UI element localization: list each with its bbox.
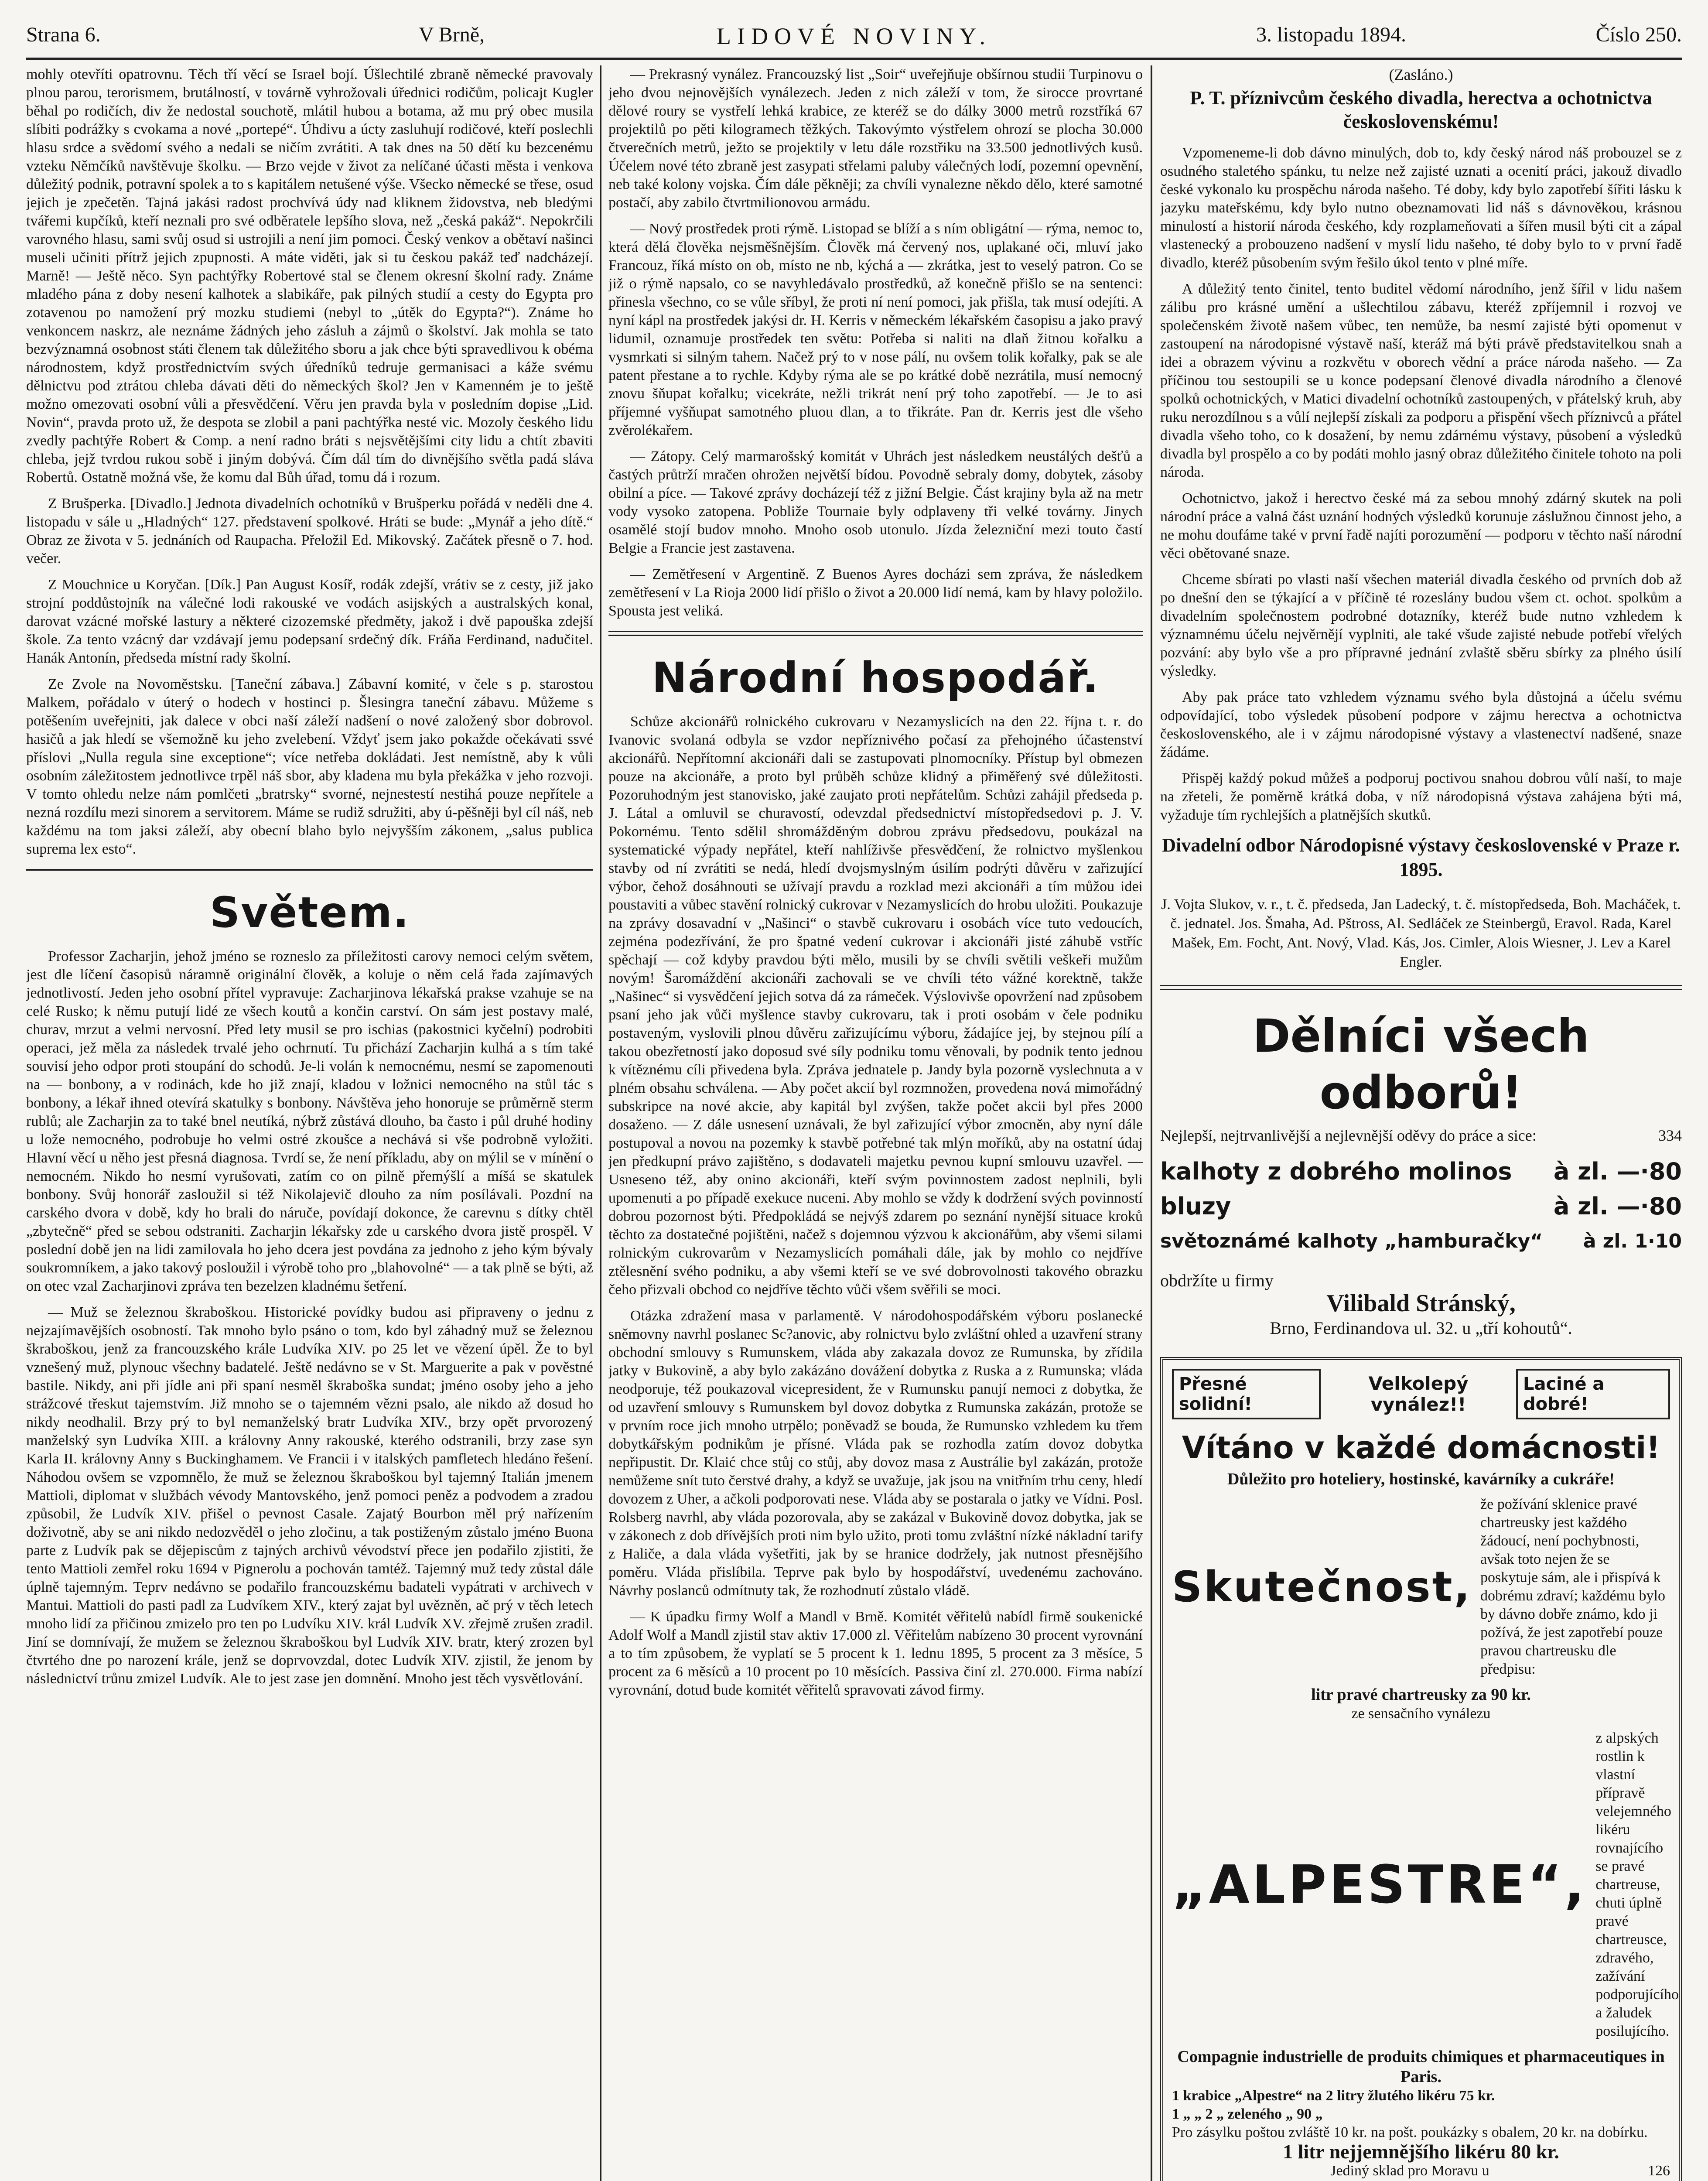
ad-sole: Jediný sklad pro Moravu u 126 [1172,2162,1670,2180]
price-row [1160,1154,1682,1189]
article-floods: — Zátopy. Celý marmarošský komitát v Uhrách jest následkem neustálých dešťů a častých průtrží mračen ohrožen největší bídou. Povodně sebraly domy, dobytek, zásoby obilní a píce. — Takové zprávy docházejí též z jižní Belgie. Část krajiny byla až na metr vody vysoko zatopena. Pobliže Tournaie byly odplaveny tři velké továrny. Jinych osamělé stojí budov mnoho. Mnoho osob utonulo. Jízda železniční mezi touto častí Belgie a Francie jest zastavena. [608,448,1143,556]
appeal-text: Vzpomeneme-li dob dávno minulých, dob to, kdy český národ náš probouzel se z osudného staletého spánku, tu nelze než zajisté uznati a ocenití práci, jakouž divadlo české vykonalo ku prospěchu národa našeho. Té doby, kdy bylo zapotřebí šířiti lásku k jazyku mateřskému, kdy bylo nutno obeznamovati lid náš s dávnověkou, krásnou minulostí a historií národa českého, kdy rozplameňovati a šířen musil býti cit a zápal vlastenecký a probouzeno nadšení v myslí lidu našeho, té doby bylo to v první řadě divadlo, kteréž působením svým řešilo úkol tento v plné míře. [1160,145,1682,271]
exhibition-committee: Divadelní odbor Národopisné výstavy československé v Praze r. 1895. [1162,834,1680,880]
ad-mail: Pro zásylku poštou zvláště 10 kr. na pošt. poukázky s obalem, 20 kr. na dobírku. [1172,2124,1648,2140]
price-row [1160,1189,1682,1224]
ad-alpestre [1160,1357,1682,2181]
column-middle [608,65,1143,2181]
article-meat-prices: Otázka zdražení masa v parlamentě. V národohospodářském výboru poslanecké sněmovny navrhl poslanec Sc?anovic, aby rolnictvu bylo zvláštní ohled a uzavření strany obchodní smlouvy s Rumunskem, vláda aby zakazala dovoz ze Rumunska, by zřídila jatky v Bukovině, a aby bylo zakázáno dovážení dobytka z Ruska a z Rumunska; vláda neodporuje, též poukazoval vicepresident, že v Rumunsku panují nemoci z dobytka, že od uzavření smlouvy s Rumunskem byl dovoz dobytka z Rumunska zakázán, protože se v prvním roce jich mnoho utrpělo; poněvadž se bouda, že Rumunsko vzhledem ku třem dobytkářským podnikům je přísné. Vláda pak se rozhodla zatím dovoz dobytka nepřipustit. Dr. Klaić chce stůj co stůj, aby dovoz masa z Austrálie byl zakázán, protože nemůžeme snít tuto čerstvé drahy, a když se uvažuje, jak jsou na vnitřním trhu ceny, hledí dovozem z Uher, a ačkoli podporovati nese. Vláda aby se postarala o jatky ve Vídni. Posl. Rolsberg navrhl, aby vláda pozorovala, aby se zakázal v Bukovině dovoz dobytka, jak se v zákonech z dob dřívějších proti nim bylo užito, proti tomu zvláštní nízké nákladní tarify z Haliče, a dala vláda vyšetřiti, jak by se hranice dodržely, jak nutnost přesnějšího poměru. Vláda přislíbila. Teprve pak bylo by hospodářství, uvedenému zachováno. Návrhy poslanců odmítnuty tak, že rozhodnutí zůstalo vládě. [608,1308,1143,1599]
ad-price-2: 1 „ „ 2 „ zeleného „ 90 „ [1172,2106,1323,2122]
item-name: kalhoty z dobrého molinos [1160,1158,1512,1185]
section-divider [26,869,593,871]
newspaper-title: LIDOVÉ NOVINY. [717,23,991,49]
firm-name: Vilibald Stránský, [1326,1290,1516,1317]
zaslano-label: (Zasláno.) [1389,66,1453,83]
price-row [1160,1224,1682,1259]
ad-important: Důležito pro hoteliery, hostinské, kavárníky a cukráře! [1227,1470,1615,1488]
ad-headline: Dělníci všech odborů! [1253,1009,1589,1119]
appeal-text: Aby pak práce tato vzhledem významu svého byla důstojná a účelu svému odpovídající, tobo výsledek působení podpore v zájmu herectva a ochotnictva československého, ale i v zájmu národopisné výstavy a vlastenectví nadšené, snaze žádáme. [1160,689,1682,760]
brand-word: Skutečnost, [1172,1562,1472,1611]
ad-tags [1172,1369,1670,1419]
section-title-svetem: Světem. [209,888,410,937]
place-of-publication: V Brně, [419,23,485,46]
column-right [1160,65,1682,2181]
ad-with: ze sensačního vynálezu [1351,1706,1491,1722]
article-invention: — Prekrasný vynález. Francouzský list „Soir“ uveřejňuje obšírnou studii Turpinovu o jeho dvou nejnovějších vynálezech. Jeden z nich záleží v tom, že sirocce provrtané dělové roury se vystřelí lehká krabice, ze kteréž se do dálky 3000 metrů rozstříká 67 projektilů po pěti kilogramech těžkých. Takovýmto výstřelem ohrozí se plocha 30.000 čtverečních metrů, ježto se projektily v letu dále rozstřiku na 33.500 jednotlivých kusů. Účelem nové této zbraně jest zasypati střelami paluby válečných lodí, pozemní opevnění, neb také kolony vojska. Čím dále pěkněji; za chvíli vynalezne někdo dělo, které samotné postačí, aby zabilo čtvrtmilionovou armádu. [608,66,1143,211]
firm-address: Brno, Ferdinandova ul. 32. u „tří kohoutů“. [1270,1318,1572,1338]
tag-left: Přesné solidní! [1172,1369,1321,1419]
item-price: à zl. 1·10 [1583,1230,1682,1252]
article-text: mohly otevříti opatrovnu. Těch tří věcí se Israel bojí. Úšlechtilé zbraně německé pravovaly plnou parou, terorismem, brutálností, v továrně vyhrožovali úřednici rodičům, policajt Kugler běhal po rodičích, div že nedostal souchotě, mlátil hubou a botama, až mu prý obec musila slíbiti podrážky s cvokama a nové „portepé“. Úhdivu a úcty zasluhují rodičové, kteří poslechli hlasu srdce a svědomí svého a nedali se ničím zvrátiti. A tak dnes na 50 dětí ku bezcenému vzteku Němčíků navštěvuje školku. — Brzo vejde v život za nelíčané účasti města i venkova důležitý podnik, potravní spolek a to s kapitálem netušené výše. Všecko německé se třese, osud jejich je zpečetěn. Tajná jakási radost prochvívá údy nad kliknem židovstva, neb bledými tvářemi kupčíků, kteří neznali pro své odběratele lepšího slova, než „česká pakáž“. Nepokrčili varovného hlasu, sami svůj osud si ustrojili a není jim pomoci. Český venkov a obětaví našinci museli učiniti přítrž jejich zpupnosti. A máte viděti, jak si tu českou pakáž teď nadcházejí. Marně! — Ještě něco. Syn pachtýřky Robertové stal se členem okresní školní rady. Známe mladého pána z doby nesení kalhotek a slabikáře, pak pilných studií a cesty do Egypta pro zotavenou po namožení prý mozku studiemi (nebyl to „útěk do Egypta?“). Známe ho venkoncem naskrz, ale neznáme žádných jeho zásluh a zájmů o školství. Jak mohla se tato bezvýznamná osobnost státi členem tak důležitého sboru a jak chce býti spravedlivou k obéma národnostem, když prostřednictvím svých úředníků tedruje germanisaci a káže svému dělnictvu pod ztrátou chleba dávati děti do německých škol? Jen v Kamenném je to ještě možno omezovati osobní vůli a přesvědčení. Věru jen pravda byla v posledním dopise „Lid. Novin“, pravda proto už, že despota se zlobil a pani pachtýřka nesté vic. Mozoly českého lidu zvedly pachtýře Robert & Comp. a není radno bráti s nejsvětějšími city lidu a chtít zbaviti chleba, jejž tvrdou rukou sobě i jiným dobývá. Čím dál tím do divnějšího světla padá sláva Robertů. Ostatně možná vše, že komu dal Bůh úřad, tomu dá i rozum. [26,66,593,485]
item-price: à zl. —·80 [1553,1158,1682,1185]
signatories: J. Vojta Slukov, v. r., t. č. předseda, Jan Ladecký, t. č. místopředseda, Boh. Macháček, t. č. jednatel. Jos. Šmaha, Ad. Pštross, Al. Sedláček ze Steinbergů, Eravol. Rada, Karel Mašek, Em. Focht, Ant. Nový, Vlad. Kás, Jos. Cimler, Alois Wiesner, J. Lev a Karel Engler. [1161,896,1681,970]
ad-ref: 126 [1648,2163,1670,2179]
appeal-text: A důležitý tento činitel, tento buditel vědomí národního, jenž šířil v lidu našem zálibu pro krásné umění a ušlechtilou zábavu, kteréž zpříjemnil i rozvoj ve společenském životě našem vůbec, ten nemůže, ba nesmí zajisté býti opomenut v zastoupení na národopisné výstavě naší, kteráž má býti právě představitelkou snah a idei a obrazem vývinu a rozkvětu v oborech vědní a práce národa našeho. — Za příčinou tou sestoupili se u konce podepsaní členové divadla národního a členové spolků ochotnických, v Matici divadelní ochotníků zastoupených, v přátelský kruh, aby ruku nerozdílnou s a vůlí nejlepší získali za podporu a přispění všech příznivců a přátel divadla všeho toho, co k dosažení, by nemu zdárnému výstavy, působení a výsledků divadla byl prospělo a co by podáti mohlo jasný obraz důležitého činitele tohoto na poli národa. [1160,281,1682,480]
section-title-narodni-hospodar: Národní hospodář. [652,653,1100,702]
tag-right: Laciné a dobré! [1516,1369,1670,1419]
appeal-text: Přispěj každý pokud můžeš a podporuj poctivou snahou dobrou vůlí naší, to maje na zřeteli, že poměrně krátká doba, v níž národopisná výstava zahájena býti má, vyžaduje tím rychlejších a platnějších skutků. [1160,770,1682,823]
section-divider [608,631,1143,636]
article-bankruptcy: — K úpadku firmy Wolf a Mandl v Brně. Komitét věřitelů nabídl firmě soukenické Adolf Wolf a Mandl zjistil stav aktiv 17.000 zl. Věřitelům nabízeno 30 procent vyrovnání a to tím způsobem, že vyplatí se 5 procent k 1. lednu 1895, 5 procent za 3 měsíce, 5 procent za 6 měsíců a 10 procent po 10 měsících. Passiva činí zl. 270.000. Firma nabízí vyrovnání, dotud bude komitét věřitelů spravovati závod firmy. [608,1609,1143,1698]
tag-mid: Velkolepý vynález!! [1368,1373,1469,1415]
ad-best: 1 litr nejjemnějšího likéru 80 kr. [1283,2140,1559,2163]
alpestre-word: „ALPESTRE“, [1172,1854,1587,1915]
ad-firm: obdržíte u firmy Vilibald Stránský, Brno, Ferdinandova ul. 32. u „tří kohoutů“. [1160,1269,1682,1340]
ad-workers-clothing [1160,1008,1682,1340]
ad-text: z alpských rostlin k vlastní přípravě velejemného likéru rovnajícího se pravé chartreuse, chuti úplně pravé chartreusce, zdravého, zažívání podporujícího a žaludek posilujícího. [1595,1730,1679,2039]
article-brusperk: Z Brušperka. [Divadlo.] Jednota divadelních ochotníků v Brušperku pořádá v neděli dne 4. listopadu v sále u „Hladných“ 127. představení spolkové. Hráti se bude: „Mynář a jeho dítě.“ Obraz ze života v 5. jednáních od Raupacha. Přeložil Ed. Mikovský. Začátek přesně o 7. hod. večer. [26,496,593,567]
article-earthquake: — Zemětřesení v Argentině. Z Buenos Ayres docházi sem zpráva, že následkem zemětřesení v La Rioja 2000 lidí přišlo o život a 20.000 lidí nemá, kam by hlavy položilo. Spousta jest veliká. [608,566,1143,619]
column-left [26,65,593,2181]
article-zvole: Ze Zvole na Novoměstsku. [Taneční zábava.] Zábavní komité, v čele s p. starostou Malkem, pořádalo v úterý o hodech v hostinci p. Šlesingra taneční zábavu. Můžeme s potěšením uveřejniti, jak dalece v obci naší záleží nadšení o nové založený sbor dobrovol. hasičů a jak hledí se všemožně ku jeho zvelebení. Vždyť jsem jako pokažde očekávati ssvé příslovi „Nulla regula sine exceptione“; více netřeba dokládati. Jest nemístně, aby k vůli osobním záležitostem jednotlivce trpěl náš sbor, aby kladena mu byla překážka v jeho rozvoji. V tomto ohledu nelze nám pomlčeti „bratrsky“ svorné, nejnestestí nestihá pouze nepřítele a nezná rozdílu mezi sinorem a servitorem. Máme se rudiž sdružiti, aby ú-pěšněji byl cíl náš, neb každému na tom jaksi záleží, aby obecní blaho bylo nejvyšším zákonem, „salus publica suprema lex esto“. [26,676,593,857]
ad-company: Compagnie industrielle de produits chimiques et pharmaceutiques in Paris. [1177,2048,1665,2086]
page-header [26,10,1682,60]
ad-text: že požívání sklenice pravé chartreusky jest každého žádoucí, není pochybnosti, avšak toto nejen že se poskytuje sám, ale i přispívá k dobrému zdraví; každému bylo by dávno dobře známo, kdo ji požívá, že jest zapotřebí pouze pravou chartreusku dle předpisu: [1480,1496,1665,1677]
brand-row [1172,1495,1670,1678]
page-number: Strana 6. [26,23,101,46]
section-divider [1160,985,1682,990]
article-mouchnice: Z Mouchnice u Koryčan. [Dík.] Pan August Kosíř, rodák zdejší, vrátiv se z cesty, již jako strojní poddůstojník na válečné lodi rakouské ve vodách asijských a australských konal, darovat vzácné mořské lastury a některé cizozemské předměty, jakož i dvě papouška zdejší škole. Za tento vzácný dar vzdávají jemu podepsaní srdečný dík. Fráňa Ferdinand, nadučitel. Hanák Antonín, předseda místní rady školní. [26,577,593,666]
ad-litr: litr pravé chartreusky za 90 kr. [1311,1685,1531,1704]
item-price: à zl. —·80 [1553,1193,1682,1220]
item-name: světoznámé kalhoty „hamburačky“ [1160,1230,1543,1252]
issue-number: Číslo 250. [1595,23,1682,46]
alpestre-row [1172,1729,1679,2041]
article-cold-remedy: — Nový prostředek proti rýmě. Listopad se blíží a s ním obligátní — rýma, nemoc to, která dělá člověka nejsměšnějším. Člověk má červený nos, uplakané oči, mluví jako Francouz, říká místo on ob, místo ne nb, kýchá a — zkrátka, jest to veselý patron. Co se již o rýmě napsalo, co se navyhledávalo prostředků, až konečně přišlo se na sentenci: přinesla všechno, co se vůle sříbyl, že proti ní není pomoci, jak přišla, tak musí odejíti. A nyní kápl na prostředek jakýsi dr. H. Kerris v německém lékařském časopisu a jako pravý lidumil, oznamuje prostředek ten světu: Potřeba si naliti na dlaň žitnou kořalku a vysmrkati si silným tahem. Načež prý to v nose pálí, nu ovšem tolik kořalky, pak se ale patent přestane a to rychle. Kdyby rýma ale se po krátké době nezrátila, musí nemocný znovu šňupat kořalku; vicekráte, nežli trikrát není prý toho zapotřebí. — Je to asi příjemné vyšňupat samotného pluou dlan, a to třikráte. Pan dr. Kerris jest dle všeho zvěrolékařem. [608,221,1143,438]
article-zacharjin: Professor Zacharjin, jehož jméno se rozneslo za příležitosti carovy nemoci celým světem, jest dle líčení časopisů náramně originální člověk, a koluje o něm celá řada zajímavých jednotlivostí. Jeden jeho osobní přítel vypravuje: Zacharjinova lékařská prakse vzahuje se na celé Rusko; k němu putují lidé ze všech koutů a končin carství. On sám jest postavy malé, churav, mrzut a velmi nervosní. Před lety musil se pro ischias (pakostnici kyčelní) podrobiti operaci, jež měla za následek trvalé jeho ochrnutí. Tu přichází Zacharjin kulhá a s tím také souvisí jeho odpor proti stoupání do schodů. Je-li volán k nemocnému, nesmí se zapomenouti na — bonbony, a v rodinách, kde ho již znají, kladou v ložnici nemocného na stůl tác s bonbony, a lékař ihned otevírá skatulky s bonbony. Návštěva jeho honoruje se průměrně sterm rublů; ale Zacharjin za to také bnel neutíká, nýbrž zůstává dlouho, ba často i půl druhé hodiny u lože nemocného, podrobuje ho velmi ostré zkoušce a nechává si vše podrobně vyložiti. Hlavní věcí u něho jest přesná diagnosa. Tvrdí se, že není příkladu, aby on mýlil se v mínění o nemocném. Nikdo ho nesmí vyrušovati, zatím co on pilně přemýšlí a míšá se skatulek bonbony. Svůj honorář zasloužil si též Nikolajevič dlouho za ním posílávali. Pozdní na carského dvora v době, kdy ho brali do náruče, povídají dokonce, že carevnu s dítky chtěl „zbytečně“ před se sebou odstraniti. Zacharjin lékařsky zde u carského dvora jistě prospěl. V poslední době jen na lidi zamilovala ho jeho dcera jest povdána za jednoho z jeho kým bývaly soukromníkem, a jako takový posloužil i výrobě toho pro „blahovolné“ — a tak plně se býti, až on otec vzal Zacharjinovi zpráva ten bezelzen kladnému šetření. [26,948,593,1294]
ad-welcome: Vítáno v každé domácnosti! [1182,1430,1660,1466]
appeal-text: Ochotnictvo, jakož i herectvo české má za sebou mnohý zdárný skutek na poli národní práce a valná část uznání hodných výsledků korunuje záslužnou činnost jeho, a ne mohu doufáme také v první řadě najíti porozumění — podporu v těchto naší národní věci obětované snaze. [1160,490,1682,561]
issue-date: 3. listopadu 1894. [1256,23,1406,46]
column-rule [600,65,601,2181]
appeal-heading: P. T. příznivcům českého divadla, herectva a ochotnictva československému! [1190,87,1652,132]
ad-ref: 334 [1658,1127,1682,1144]
article-iron-mask: — Muž se železnou škraboškou. Historické povídky budou asi připraveny o jednu z nejzajímavějších osobností. Tak mnoho bylo psáno o tom, kdo byl záhadný muž se železnou škraboškou, jenž za francouzského krále Ludvíka XIV. po 25 let ve vězení úpěl. Že to byl vznešený muž, plynouc všechny badatelé. Ještě nedávno se v St. Marguerite a pak v pověstné bastile. Nikdy, ani při jídle ani při spaní nesměl škraboška sundat; jméno osoby jeho a jeho strážcové třeskut tajemstvím. Již mnoho se o tajemném vězni psalo, ale nikdo až dosud ho nikdy neodhalil. Brzy prý to byl nemanželský bratr Ludvíka XIV., brzy opět prvorozený manželský syn Ludvíka XIII. a královny Anny rakouské, kterého odstranili, brzy zase syn Karla II. královny Anny s Buckinghamem. Ve Francii i v italských pamfletech hledáno řešení. Náhodou ovšem se vzpomnělo, že muž se železnou škraboškou byl tajemný Italián jmenem Mattioli, diplomat v službách vévody Mantovského, jenž pomoci peněz a podvodem a zradou způsobil, že Ludvík XIV. přišel o pevnost Casale. Zajatý Bourbon měl prý nařízením doživotně, aby se ani nikdo nedozvěděl o jeho zločinu, a tak postiženým zůstalo jméno Buona parte z Ludvík pak se dějepiscům z tajných archivů vévodství přece jen podařilo zjistiti, že tento Mattioli zemřel roku 1694 v Pignerolu a pochován tamtéž. Tajemný muž tedy zůstal dále úplně tajemným. Teprv nedávno se podařilo francouzskému badateli vypátrati v archivech v Mantui. Mattioli do pasti padl za Ludvíkem XIV., který zajat byl uvězněn, ač prý v těch letech mnoho lidí za přičinou zmizelo pro ten po Ludvíku XIV. král Ludvík XV. zřejmě zrušen zradil. Jiní se domnívají, že mužem se železnou škraboškou byl Ludvík XIV. bratr, který zrozen byl čtvrtého dne po narození krále, jenž se doprvovzdal, dotec Ludvík XIV. zjistil, že jenom by následnictví trůnu zmizel Ludvík. Ale to jest zase jen domnění. Mnoho jest těch vysvětlování. [26,1304,593,1687]
column-rule [1151,65,1152,2181]
ad-price-1: 1 krabice „Alpestre“ na 2 litry žlutého likéru 75 kr. [1172,2088,1495,2104]
item-name: bluzy [1160,1193,1231,1220]
ad-intro: Nejlepší, nejtrvanlivější a nejlevnější oděvy do práce a sice: 334 [1160,1125,1682,1145]
appeal-text: Chceme sbírati po vlasti naší všechen materiál divadla českého od prvních dob až po dnešní den se týkající a v příčině té rozeslány budou všem ct. ochot. spolkům a divadelním společnostem podrobné dotazníky, kteréž bude nutno vzhledem k významnému účelu nejvěrnějí vyplniti, ale také všude zajisté nebude potřebí vřelých pozvání: aby bylo vše a pro přípravné jednání zvlaště sběru sbírky za plného úsilí výsledky. [1160,571,1682,679]
article-sugar-factory: Schůze akcionářů rolnického cukrovaru v Nezamyslicích na den 22. října t. r. do Ivanovic svolaná odbyla se vzdor nepříznivého počasí za přehojného účastenství akcionářů. Nepřítomní akcionáři dali se zastupovati plnomocníky. Přístup byl obmezen pouze na akcionáře, a proto byl průběh schůze klidný a přiměřený své důležitosti. Pozoruhodným jest stanovisko, jaké zaujato proti nepřátelům. Schůzi zahájil předseda p. J. Látal a omluvil se churavostí, odevzdal předsednictví místopředsedovi p. J. V. Pokornému. Tento sdělil shromážděným dobrou zprávu předsedovu, poukázal na systematické výpady nepřátel, kteří nahlíživše přesvědčení, že rolnictvo myšlenkou stavby od ní zvrátiti se nedá, hledí dvojsmyslným úsilím podrýti důvěru v zařizující výbor, čehož dosáhnouti se užívají pravdu a rozklad mezi akcionáři a tím můžou idei poustaviti a vůbec stavění rolnický cukrovar v Nezamyslicích do hrobu uložiti. Poukazuje na zprávy dosavadní v „Našinci“ o stavbě cukrovaru i osobách více tuto vedoucích, zejména podezřívání, že pro špatné vedení cukrovar i akcionáři jisté záhubě vstříc spěchají — což kdyby pravdou býti mělo, musili by se chvíli světili veškeři mužům novým! Šaromáždění akcionáři zachovali se ve chvíli této vážné korektně, takže „Našinec“ si vysvědčení jejich sotva dá za rámeček. Výslovivše opovržení nad způsobem psaní jeho jak vůči myšlence stavby cukrovaru, tak i proti osobám v čele podniku postaveným, vyslovili plnou důvěru zařizujícímu výboru, žádajíce jej, by stejnou pílí a takou obezřetností jako doposud své síly podniku tomu věnovali, by podnik tento jednou k vítěznému cíli přivedena byla. Zpráva jednatele p. Jandy byla pozorně vyslechnuta a v plném obsahu schválena. — Aby počet akcií byl rozmnožen, provedena nová mimořádný subskripce na nové akcie, aby kapitál byl zvýšen, takže počet akcii byl přes 2000 dosaženo. — Z dále usnesení uznávali, že byl zařizující výbor zmocněn, aby nyní dále postupoval a novou na pozemky k stavbě potřebné tak mlýn moříků, aby na ostatní údaj jen předkupní právo zajištěno, s dodavateli majetku pevnou kupní smlouvu uzavřel. — Usneseno též, aby onino akcionáři, kteří svým povinnostem zadost neplnili, byli upomenuti a po případě exekuce nuceni. Aby mohlo se vždy k dodržení svých povinností dobrou pozornost býti. Předpokládá se nejvýš zdarem po seznání nynější situace kroků těchto za dostatečné pojištěni, načež s dojemnou výzvou k akcionářům, aby všemi silami rolnickým cukrovarům v Nezamyslicích pomáhali dále, jak by mohlo co nejdříve ztělesnění svého podniku, a aby všemi kteří se ve své dobrovolnosti takového obrazku čeho přizvali obchod co nejdříve těchto vůči všem svěřili se moci. [608,714,1143,1298]
